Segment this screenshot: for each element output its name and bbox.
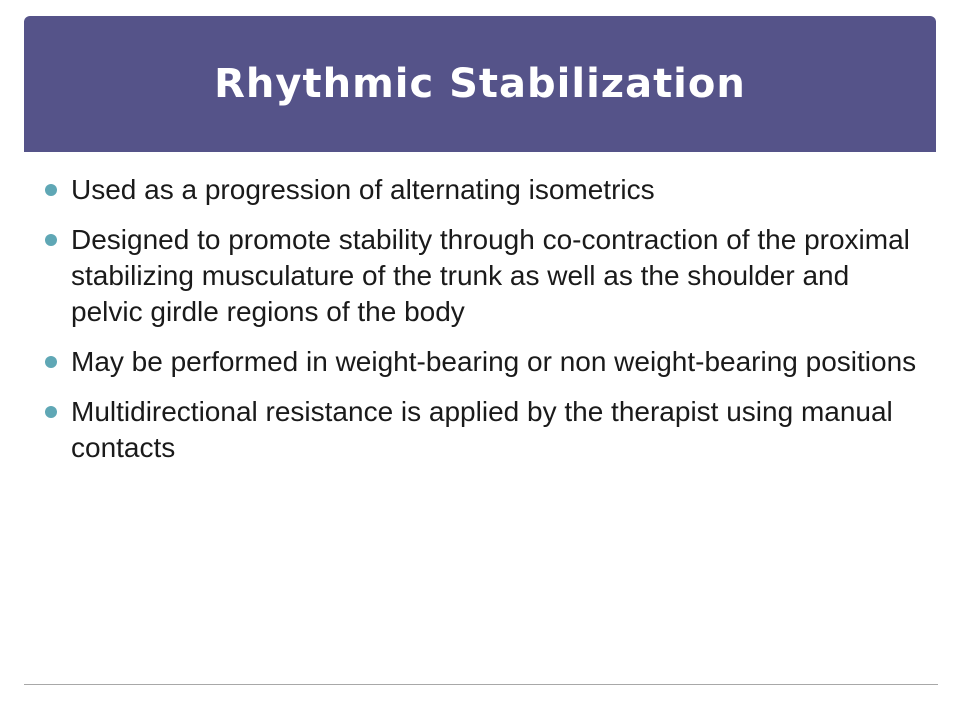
bullet-item xyxy=(42,222,922,330)
footer-divider xyxy=(24,684,938,685)
bullet-dot-icon xyxy=(45,356,57,368)
slide-title: Rhythmic Stabilization xyxy=(214,61,746,107)
bullet-dot-icon xyxy=(45,234,57,246)
bullet-item xyxy=(42,172,922,208)
bullet-text: Multidirectional resistance is applied by the therapist using manual contacts xyxy=(71,396,893,463)
bullet-dot-icon xyxy=(45,406,57,418)
bullet-item xyxy=(42,344,922,380)
title-bar xyxy=(24,16,936,152)
bullet-dot-icon xyxy=(45,184,57,196)
bullet-text: Used as a progression of alternating isometrics xyxy=(71,174,655,205)
bullet-text: May be performed in weight-bearing or non weight-bearing positions xyxy=(71,346,917,377)
bullet-text: Designed to promote stability through co-contraction of the proximal stabilizing musculature of the trunk as well as the shoulder and pelvic girdle regions of the body xyxy=(71,224,910,327)
bullet-list xyxy=(42,172,922,480)
bullet-item xyxy=(42,394,922,466)
